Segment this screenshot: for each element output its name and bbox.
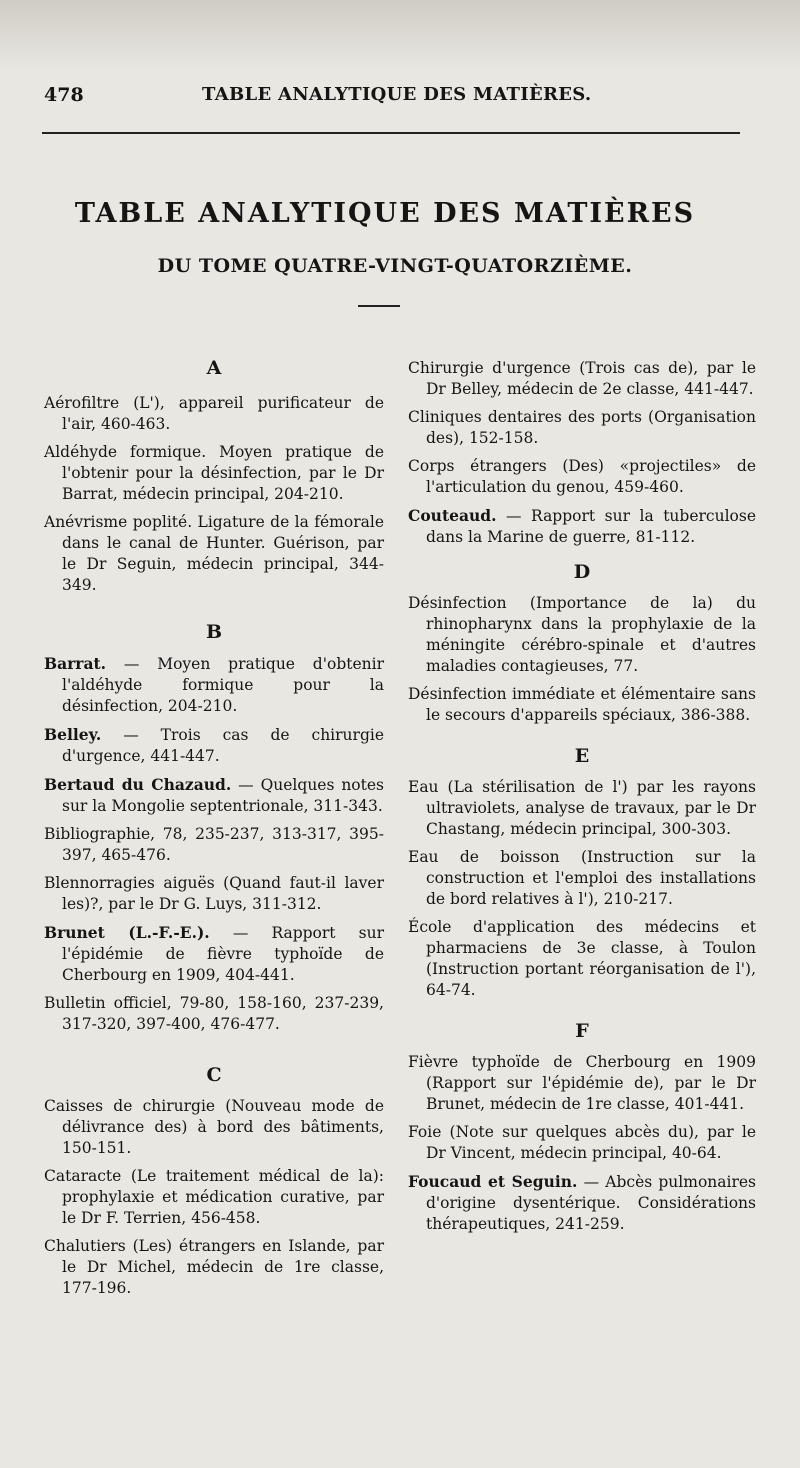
entry-author: Belley. [44, 725, 102, 744]
index-entry: Eau (La stérilisation de l') par les rayons ultraviolets, analyse de travaux, par le Dr Chastang, médecin principal, 300-303. [408, 778, 756, 838]
index-entry: Fièvre typhoïde de Cherbourg en 1909 (Rapport sur l'épidémie de), par le Dr Brunet, médecin de 1re classe, 401-441. [408, 1053, 756, 1113]
index-entry: Désinfection (Importance de la) du rhinopharynx dans la prophylaxie de la méningite cérébro-spinale et d'autres maladies contagieuses, 77. [408, 594, 756, 675]
entry-text: — Rapport sur la tuberculose dans la Marine de guerre, 81-112. [426, 507, 756, 546]
section-letter-f: F [575, 1020, 589, 1042]
entry-text: — Rapport sur l'épidémie de fièvre typhoïde de Cherbourg en 1909, 404-441. [62, 924, 384, 984]
index-entry: Foie (Note sur quelques abcès du), par le Dr Vincent, médecin principal, 40-64. [408, 1123, 756, 1162]
entry-author: Barrat. [44, 654, 107, 673]
page-number: 478 [44, 84, 84, 106]
entry-author: Foucaud et Seguin. [408, 1172, 578, 1191]
title-divider [358, 305, 400, 307]
index-entry: Anévrisme poplité. Ligature de la fémorale dans le canal de Hunter. Guérison, par le Dr Seguin, médecin principal, 344-349. [44, 513, 384, 594]
section-letter-e: E [574, 745, 590, 767]
index-entry: Caisses de chirurgie (Nouveau mode de délivrance des) à bord des bâtiments, 150-151. [44, 1097, 384, 1157]
running-title: TABLE ANALYTIQUE DES MATIÈRES. [202, 84, 592, 105]
index-entry: Bulletin officiel, 79-80, 158-160, 237-239, 317-320, 397-400, 476-477. [44, 994, 384, 1033]
section-letter-d: D [573, 561, 591, 583]
index-entry: Corps étrangers (Des) «projectiles» de l'articulation du genou, 459-460. [408, 457, 756, 496]
header-rule [42, 132, 740, 134]
index-entry [44, 653, 384, 717]
index-entry: Chirurgie d'urgence (Trois cas de), par le Dr Belley, médecin de 2e classe, 441-447. [408, 359, 756, 398]
index-entry: Chalutiers (Les) étrangers en Islande, par le Dr Michel, médecin de 1re classe, 177-196. [44, 1237, 384, 1297]
entry-author: Brunet (L.-F.-E.). [44, 923, 210, 942]
index-entry: Eau de boisson (Instruction sur la construction et l'emploi des installations de bord relatives à l'), 210-217. [408, 848, 756, 908]
index-entry: Blennorragies aiguës (Quand faut-il laver les)?, par le Dr G. Luys, 311-312. [44, 874, 384, 913]
page-subtitle: DU TOME QUATRE-VINGT-QUATORZIÈME. [157, 255, 633, 277]
entry-author: Bertaud du Chazaud. [44, 775, 232, 794]
index-entry: Désinfection immédiate et élémentaire sans le secours d'appareils spéciaux, 386-388. [408, 685, 756, 724]
entry-text: — Abcès pulmonaires d'origine dysentérique. Considérations thérapeutiques, 241-259. [426, 1173, 756, 1233]
index-entry [44, 724, 384, 767]
index-entry [44, 922, 384, 986]
index-entry: Cliniques dentaires des ports (Organisation des), 152-158. [408, 408, 756, 447]
right-column [408, 358, 756, 1242]
section-letter-c: C [206, 1064, 222, 1086]
index-entry: Cataracte (Le traitement médical de la): prophylaxie et médication curative, par le Dr F. Terrien, 456-458. [44, 1167, 384, 1227]
left-column [44, 358, 384, 1306]
page-edge-shadow [0, 0, 800, 70]
index-entry [408, 1171, 756, 1235]
page-title: TABLE ANALYTIQUE DES MATIÈRES [74, 198, 696, 229]
entry-author: Couteaud. [408, 506, 497, 525]
entry-text: — Quelques notes sur la Mongolie septentrionale, 311-343. [62, 776, 384, 815]
running-header [44, 84, 760, 114]
index-entry [44, 774, 384, 817]
entry-text: — Moyen pratique d'obtenir l'aldéhyde formique pour la désinfection, 204-210. [62, 655, 384, 715]
index-entry: Bibliographie, 78, 235-237, 313-317, 395-397, 465-476. [44, 825, 384, 864]
section-letter-a: A [206, 357, 222, 379]
entry-text: — Trois cas de chirurgie d'urgence, 441-447. [62, 726, 384, 765]
index-entry [408, 505, 756, 548]
index-entry: Aldéhyde formique. Moyen pratique de l'obtenir pour la désinfection, par le Dr Barrat, médecin principal, 204-210. [44, 443, 384, 503]
section-letter-b: B [205, 621, 223, 643]
index-entry: Aérofiltre (L'), appareil purificateur de l'air, 460-463. [44, 394, 384, 433]
index-entry: École d'application des médecins et pharmaciens de 3e classe, à Toulon (Instruction portant réorganisation de l'), 64-74. [408, 918, 756, 999]
